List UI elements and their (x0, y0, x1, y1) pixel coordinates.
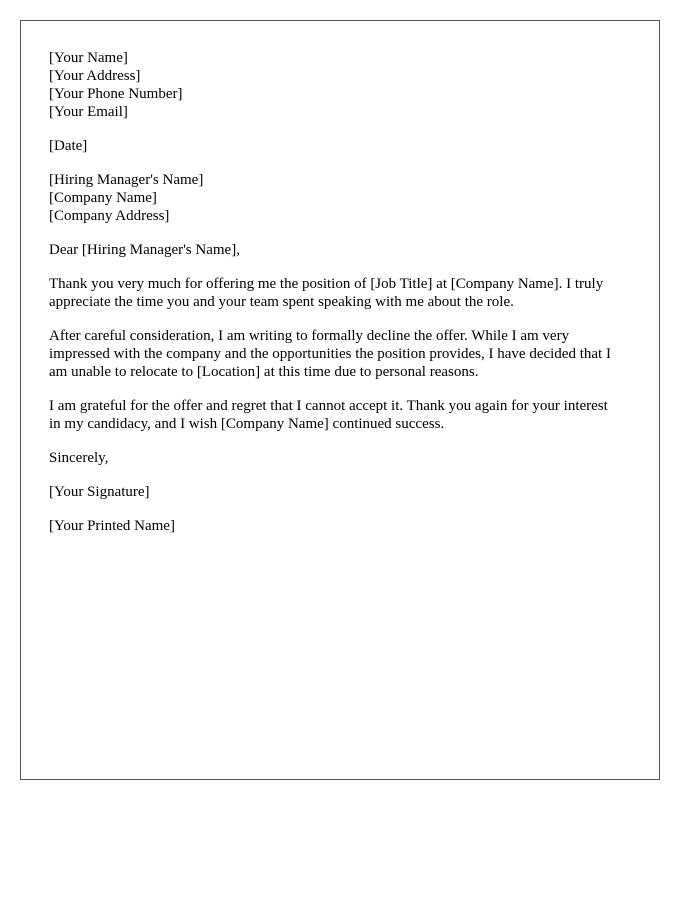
printed-name: [Your Printed Name] (49, 518, 175, 534)
recipient-block (49, 171, 619, 225)
recipient-name: [Hiring Manager's Name] (49, 172, 204, 188)
salutation: Dear [Hiring Manager's Name], (49, 242, 240, 258)
body-paragraph-3: I am grateful for the offer and regret that I cannot accept it. Thank you again for your interest in my candidacy, and I wish [Company Name] continued success. (49, 398, 608, 432)
body-paragraph-1: Thank you very much for offering me the position of [Job Title] at [Company Name]. I truly appreciate the time you and your team spent speaking with me about the role. (49, 276, 604, 310)
sender-phone: [Your Phone Number] (49, 86, 183, 102)
recipient-company: [Company Name] (49, 190, 157, 206)
letter-date: [Date] (49, 138, 88, 154)
body-paragraph-2: After careful consideration, I am writing to formally decline the offer. While I am very impressed with the company and the opportunities the position provides, I have decided that I am unable to relocate to [Location] at this time due to personal reasons. (49, 328, 611, 380)
date-block (49, 137, 619, 155)
sender-block (49, 49, 619, 121)
letter-content (49, 49, 619, 551)
closing: Sincerely, (49, 450, 109, 466)
recipient-address: [Company Address] (49, 208, 170, 224)
sender-address: [Your Address] (49, 68, 141, 84)
signature: [Your Signature] (49, 484, 150, 500)
sender-email: [Your Email] (49, 104, 128, 120)
sender-name: [Your Name] (49, 50, 128, 66)
letter-page (20, 20, 660, 780)
